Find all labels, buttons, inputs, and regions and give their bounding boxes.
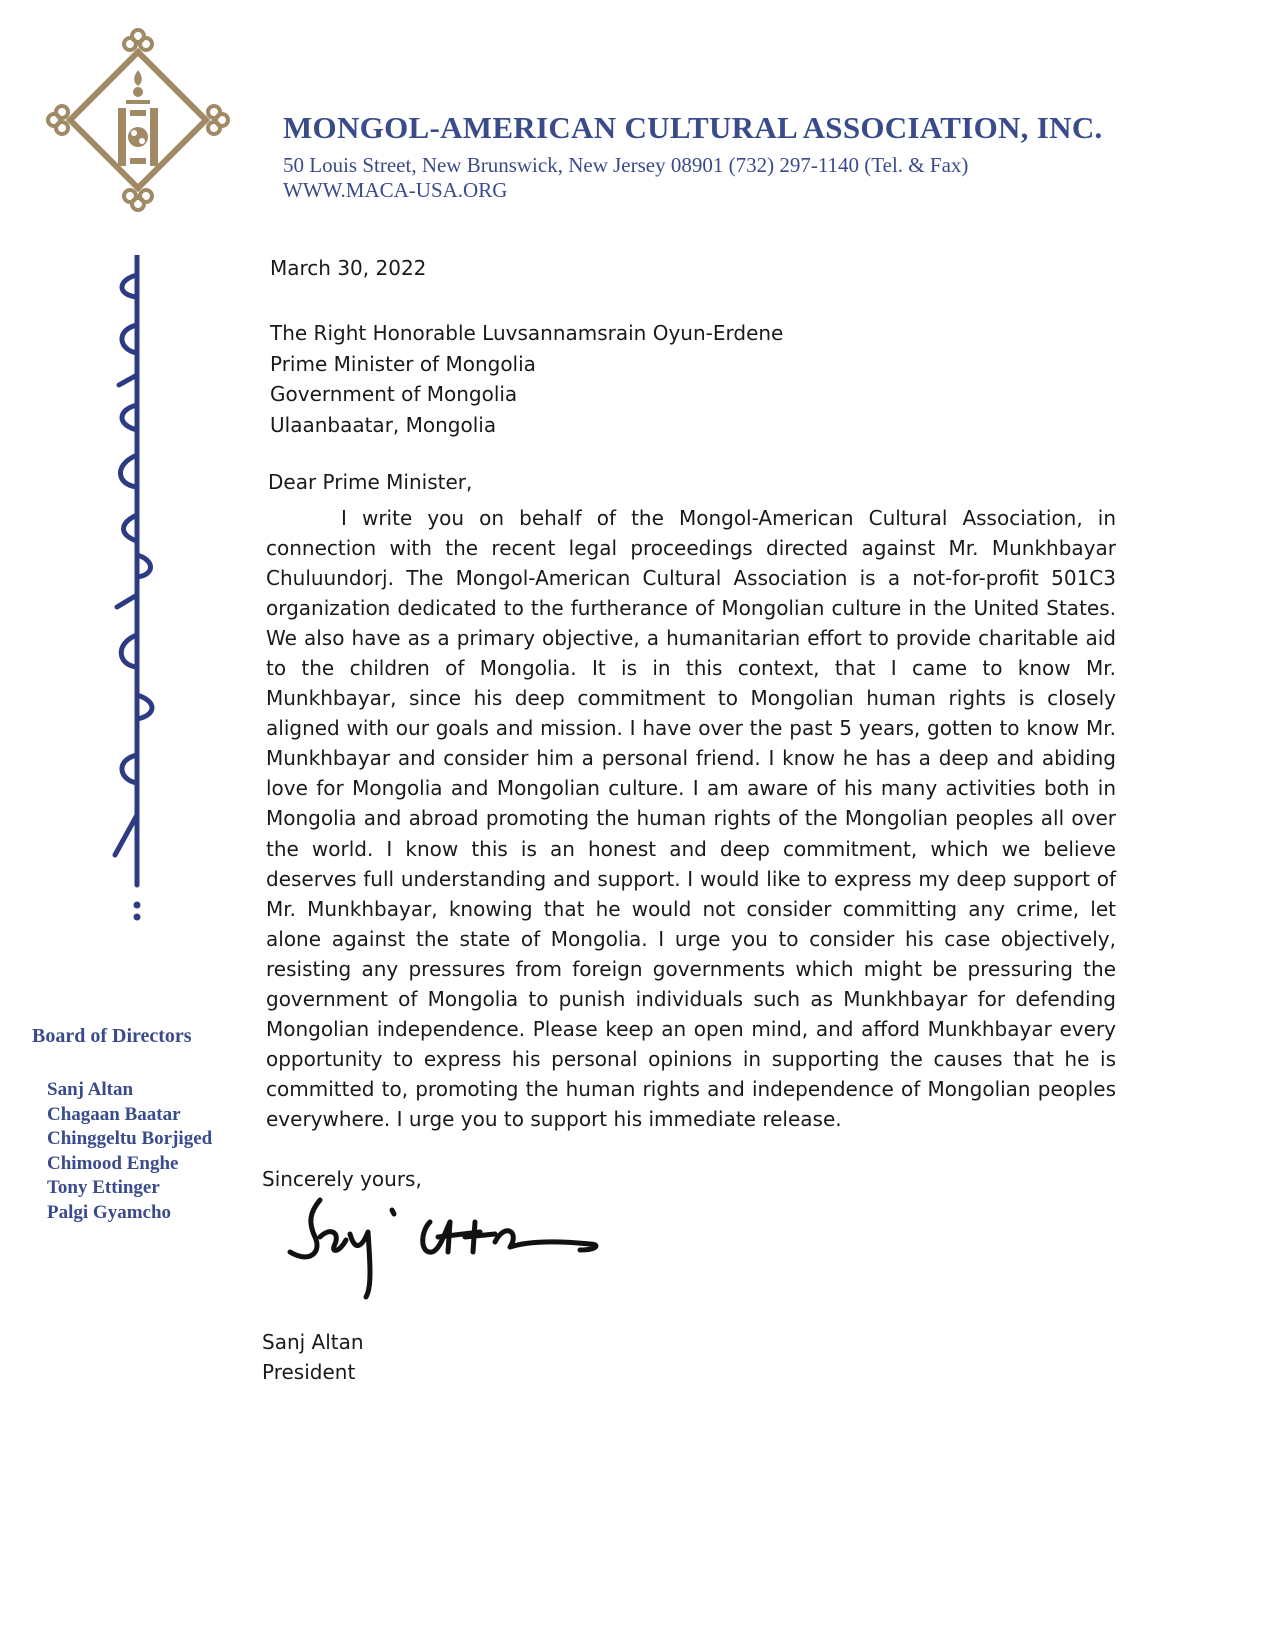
organization-address: 50 Louis Street, New Brunswick, New Jersey 08901 (732) 297-1140 (Tel. & Fax) (283, 153, 969, 177)
board-member: Chagaan Baatar (47, 1103, 181, 1125)
signer-name: Sanj Altan (262, 1330, 364, 1354)
handwritten-signature (280, 1192, 640, 1322)
signer-title: President (262, 1360, 356, 1384)
salutation: Dear Prime Minister, (268, 470, 473, 494)
board-member-list (30, 1078, 212, 1225)
mongolian-script-motto (105, 255, 175, 935)
letter-date: March 30, 2022 (270, 256, 427, 280)
recipient-address (270, 318, 783, 440)
board-title: Board of Directors (32, 1025, 192, 1047)
board-member: Sanj Altan (47, 1079, 134, 1100)
letter-body: I write you on behalf of the Mongol-American Cultural Association, in connection with the recent legal proceedings directed against Mr. Munkhbayar Chuluundorj. The Mongol-American Cultural Association is a not-for-profit 501C3 organization dedicated to the furtherance of Mongolian culture in the United States. We also have as a primary objective, a humanitarian effort to provide charitable aid to the children of Mongolia. It is in this context, that I came to know Mr. Munkhbayar, since his deep commitment to Mongolian human rights is closely aligned with our goals and mission. I have over the past 5 years, gotten to know Mr. Munkhbayar and consider him a personal friend. I know he has a deep and abiding love for Mongolia and Mongolian culture. I am aware of his many activities both in Mongolia and abroad promoting the human rights of the Mongolian peoples all over the world. I know this is an honest and deep commitment, which we believe deserves full understanding and support. I would like to express my deep support of Mr. Munkhbayar, knowing that he would not consider committing any crime, let alone against the state of Mongolia. I urge you to consider his case objectively, resisting any pressures from foreign governments which might be pressuring the government of Mongolia to punish individuals such as Munkhbayar for defending Mongolian independence. Please keep an open mind, and afford Munkhbayar every opportunity to express his personal opinions in supporting the causes that he is committed to, promoting the human rights and independence of Mongolian peoples everywhere. I urge you to support his immediate release. (266, 506, 1116, 1131)
board-member: Chinggeltu Borjiged (47, 1128, 213, 1149)
board-member: Tony Ettinger (47, 1177, 160, 1198)
recipient-line: Prime Minister of Mongolia (270, 351, 536, 376)
organization-name: MONGOL-AMERICAN CULTURAL ASSOCIATION, INC. (283, 110, 1103, 145)
organization-website: WWW.MACA-USA.ORG (283, 178, 508, 202)
recipient-line: Government of Mongolia (270, 382, 518, 406)
board-member: Palgi Gyamcho (47, 1201, 172, 1223)
recipient-line: The Right Honorable Luvsannamsrain Oyun-Erdene (270, 321, 784, 345)
soyombo-emblem-icon (38, 20, 238, 220)
recipient-line: Ulaanbaatar, Mongolia (270, 412, 497, 437)
board-member: Chimood Enghe (47, 1152, 179, 1174)
closing: Sincerely yours, (262, 1167, 422, 1191)
board-of-directors (30, 1025, 212, 1225)
